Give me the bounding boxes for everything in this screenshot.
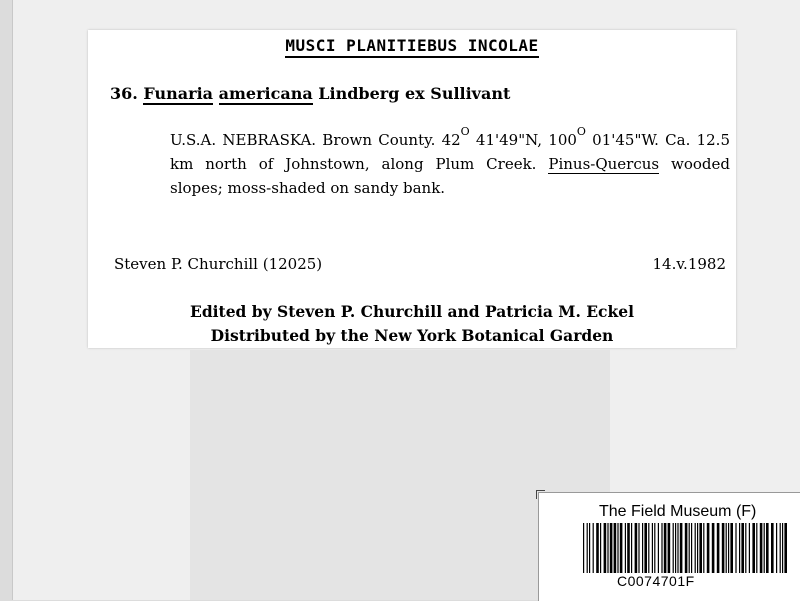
vegetation-taxa: Pinus-Quercus [548,155,660,173]
locality-part-4: wooded slopes; moss-shaded on sandy bank. [170,155,731,197]
locality-part-1: U.S.A. NEBRASKA. Brown County. 42 [170,131,461,149]
edited-by: Edited by Steven P. Churchill and Patricia M. Eckel [190,302,634,321]
catalog-number: C0074701F [617,573,695,589]
locality-text [170,125,731,200]
specimen-label [88,30,736,348]
institution-name: The Field Museum (F) [599,503,757,520]
distributed-by: Distributed by the New York Botanical Garden [210,326,614,345]
authority: Lindberg ex Sullivant [318,84,511,103]
barcode [583,523,793,573]
specimen-number: 36. [110,84,138,103]
collection-date: 14.v.1982 [652,255,726,273]
degree-mark: O [576,125,586,138]
collector: Steven P. Churchill (12025) [114,255,323,273]
barcode-label [538,492,800,601]
degree-mark: O [460,125,470,138]
genus: Funaria [143,84,214,103]
locality-part-2: 41'49"N, 100 [469,131,577,149]
species-line [110,84,510,103]
locality-part-3: 01'45"W. Ca. 12.5 km north of Johnstown, along Plum Creek. [170,131,730,173]
series-title [88,36,736,55]
series-title-text: MUSCI PLANITIEBUS INCOLAE [285,36,538,58]
epithet: americana [218,84,313,103]
